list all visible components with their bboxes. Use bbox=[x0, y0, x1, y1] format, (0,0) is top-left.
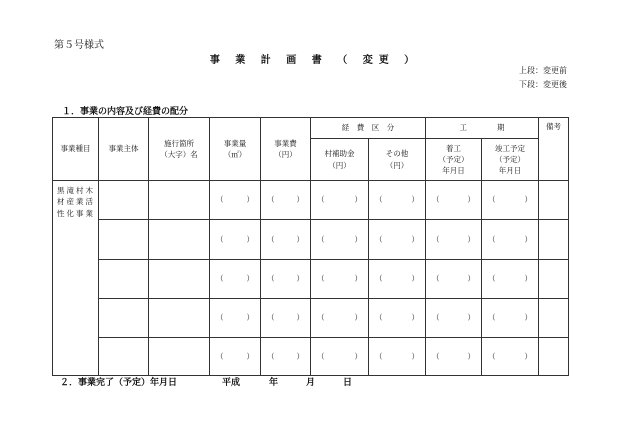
location-cell[interactable] bbox=[149, 220, 210, 260]
project-type-cell: 黒滝村木材産業活性化事業 bbox=[53, 181, 99, 376]
entity-cell[interactable] bbox=[99, 181, 149, 220]
open-paren: （ bbox=[375, 234, 383, 244]
close-paren: ） bbox=[354, 195, 362, 205]
quantity-cell[interactable] bbox=[210, 338, 261, 376]
completion-month-label: 月 bbox=[306, 378, 316, 388]
open-paren: （ bbox=[317, 351, 325, 361]
cost-cell[interactable] bbox=[261, 299, 311, 338]
open-paren: （ bbox=[216, 313, 224, 323]
header-end-date: 竣工予定 （予定） 年月日 bbox=[482, 139, 539, 181]
plan-table bbox=[52, 117, 569, 376]
open-paren: （ bbox=[488, 234, 496, 244]
open-paren: （ bbox=[488, 313, 496, 323]
close-paren: ） bbox=[411, 313, 419, 323]
completion-era: 平成 bbox=[222, 378, 241, 388]
close-paren: ） bbox=[246, 313, 254, 323]
end-date-cell[interactable] bbox=[482, 260, 539, 299]
close-paren: ） bbox=[246, 195, 254, 205]
close-paren: ） bbox=[411, 195, 419, 205]
note-lower-after-change: 下段：変更後 bbox=[519, 80, 567, 89]
location-cell[interactable] bbox=[149, 260, 210, 299]
open-paren: （ bbox=[267, 274, 275, 284]
quantity-cell[interactable] bbox=[210, 260, 261, 299]
end-date-cell[interactable] bbox=[482, 181, 539, 220]
start-date-cell[interactable] bbox=[426, 338, 482, 376]
close-paren: ） bbox=[467, 195, 475, 205]
close-paren: ） bbox=[354, 234, 362, 244]
completion-day-label: 日 bbox=[343, 378, 353, 388]
header-start-date: 着工 （予定） 年月日 bbox=[426, 139, 482, 181]
end-date-cell[interactable] bbox=[482, 299, 539, 338]
other-cell[interactable] bbox=[369, 338, 426, 376]
entity-cell[interactable] bbox=[99, 299, 149, 338]
section1-heading: １．事業の内容及び経費の配分 bbox=[62, 107, 189, 117]
close-paren: ） bbox=[467, 313, 475, 323]
close-paren: ） bbox=[524, 274, 532, 284]
remarks-cell[interactable] bbox=[539, 299, 569, 338]
completion-year-label: 年 bbox=[269, 378, 279, 388]
section2-heading: ２．事業完了（予定）年月日 bbox=[60, 378, 178, 388]
close-paren: ） bbox=[411, 274, 419, 284]
open-paren: （ bbox=[432, 234, 440, 244]
form-number: 第５号様式 bbox=[54, 40, 104, 51]
open-paren: （ bbox=[216, 351, 224, 361]
entity-cell[interactable] bbox=[99, 220, 149, 260]
start-date-cell[interactable] bbox=[426, 299, 482, 338]
close-paren: ） bbox=[296, 234, 304, 244]
close-paren: ） bbox=[246, 351, 254, 361]
table-row bbox=[53, 220, 569, 260]
table-row bbox=[53, 260, 569, 299]
open-paren: （ bbox=[216, 195, 224, 205]
quantity-cell[interactable] bbox=[210, 299, 261, 338]
open-paren: （ bbox=[375, 195, 383, 205]
close-paren: ） bbox=[524, 313, 532, 323]
remarks-cell[interactable] bbox=[539, 181, 569, 220]
header-remarks: 備考 bbox=[539, 118, 569, 181]
other-cell[interactable] bbox=[369, 181, 426, 220]
open-paren: （ bbox=[216, 234, 224, 244]
open-paren: （ bbox=[216, 274, 224, 284]
close-paren: ） bbox=[354, 351, 362, 361]
end-date-cell[interactable] bbox=[482, 220, 539, 260]
other-cell[interactable] bbox=[369, 260, 426, 299]
cost-cell[interactable] bbox=[261, 220, 311, 260]
cost-cell[interactable] bbox=[261, 338, 311, 376]
close-paren: ） bbox=[296, 195, 304, 205]
header-subsidy: 村補助金 （円） bbox=[311, 139, 369, 181]
open-paren: （ bbox=[317, 234, 325, 244]
location-cell[interactable] bbox=[149, 338, 210, 376]
open-paren: （ bbox=[488, 274, 496, 284]
open-paren: （ bbox=[317, 195, 325, 205]
remarks-cell[interactable] bbox=[539, 220, 569, 260]
document-title: 事 業 計 画 書 （ 変更 ） bbox=[209, 55, 421, 66]
start-date-cell[interactable] bbox=[426, 181, 482, 220]
close-paren: ） bbox=[467, 274, 475, 284]
table-row bbox=[53, 181, 569, 220]
header-cost: 事業費 （円） bbox=[261, 118, 311, 181]
close-paren: ） bbox=[296, 313, 304, 323]
header-location: 施行箇所 （大字）名 bbox=[149, 118, 210, 181]
close-paren: ） bbox=[354, 274, 362, 284]
open-paren: （ bbox=[432, 274, 440, 284]
other-cell[interactable] bbox=[369, 220, 426, 260]
header-expense-group: 経 費 区 分 bbox=[311, 118, 426, 139]
table-row bbox=[53, 338, 569, 376]
open-paren: （ bbox=[267, 351, 275, 361]
open-paren: （ bbox=[432, 313, 440, 323]
note-upper-before-change: 上段：変更前 bbox=[519, 66, 567, 75]
remarks-cell[interactable] bbox=[539, 260, 569, 299]
close-paren: ） bbox=[524, 234, 532, 244]
remarks-cell[interactable] bbox=[539, 338, 569, 376]
close-paren: ） bbox=[246, 234, 254, 244]
subsidy-cell[interactable] bbox=[311, 299, 369, 338]
header-project-type: 事業種目 bbox=[53, 118, 99, 181]
open-paren: （ bbox=[432, 195, 440, 205]
open-paren: （ bbox=[488, 195, 496, 205]
entity-cell[interactable] bbox=[99, 338, 149, 376]
other-cell[interactable] bbox=[369, 299, 426, 338]
close-paren: ） bbox=[467, 234, 475, 244]
header-quantity: 事業量 （㎡） bbox=[210, 118, 261, 181]
open-paren: （ bbox=[375, 351, 383, 361]
subsidy-cell[interactable] bbox=[311, 260, 369, 299]
subsidy-cell[interactable] bbox=[311, 181, 369, 220]
close-paren: ） bbox=[467, 351, 475, 361]
start-date-cell[interactable] bbox=[426, 220, 482, 260]
header-entity: 事業主体 bbox=[99, 118, 149, 181]
location-cell[interactable] bbox=[149, 299, 210, 338]
cost-cell[interactable] bbox=[261, 181, 311, 220]
close-paren: ） bbox=[524, 351, 532, 361]
close-paren: ） bbox=[354, 313, 362, 323]
subsidy-cell[interactable] bbox=[311, 338, 369, 376]
location-cell[interactable] bbox=[149, 181, 210, 220]
quantity-cell[interactable] bbox=[210, 220, 261, 260]
quantity-cell[interactable] bbox=[210, 181, 261, 220]
open-paren: （ bbox=[432, 351, 440, 361]
header-period-group: 工 期 bbox=[426, 118, 539, 139]
subsidy-cell[interactable] bbox=[311, 220, 369, 260]
table-row bbox=[53, 299, 569, 338]
end-date-cell[interactable] bbox=[482, 338, 539, 376]
close-paren: ） bbox=[524, 195, 532, 205]
close-paren: ） bbox=[411, 234, 419, 244]
close-paren: ） bbox=[411, 351, 419, 361]
close-paren: ） bbox=[296, 351, 304, 361]
open-paren: （ bbox=[317, 313, 325, 323]
cost-cell[interactable] bbox=[261, 260, 311, 299]
open-paren: （ bbox=[267, 195, 275, 205]
header-other: その他 （円） bbox=[369, 139, 426, 181]
entity-cell[interactable] bbox=[99, 260, 149, 299]
open-paren: （ bbox=[375, 274, 383, 284]
open-paren: （ bbox=[317, 274, 325, 284]
open-paren: （ bbox=[267, 313, 275, 323]
close-paren: ） bbox=[296, 274, 304, 284]
close-paren: ） bbox=[246, 274, 254, 284]
open-paren: （ bbox=[267, 234, 275, 244]
start-date-cell[interactable] bbox=[426, 260, 482, 299]
open-paren: （ bbox=[488, 351, 496, 361]
open-paren: （ bbox=[375, 313, 383, 323]
